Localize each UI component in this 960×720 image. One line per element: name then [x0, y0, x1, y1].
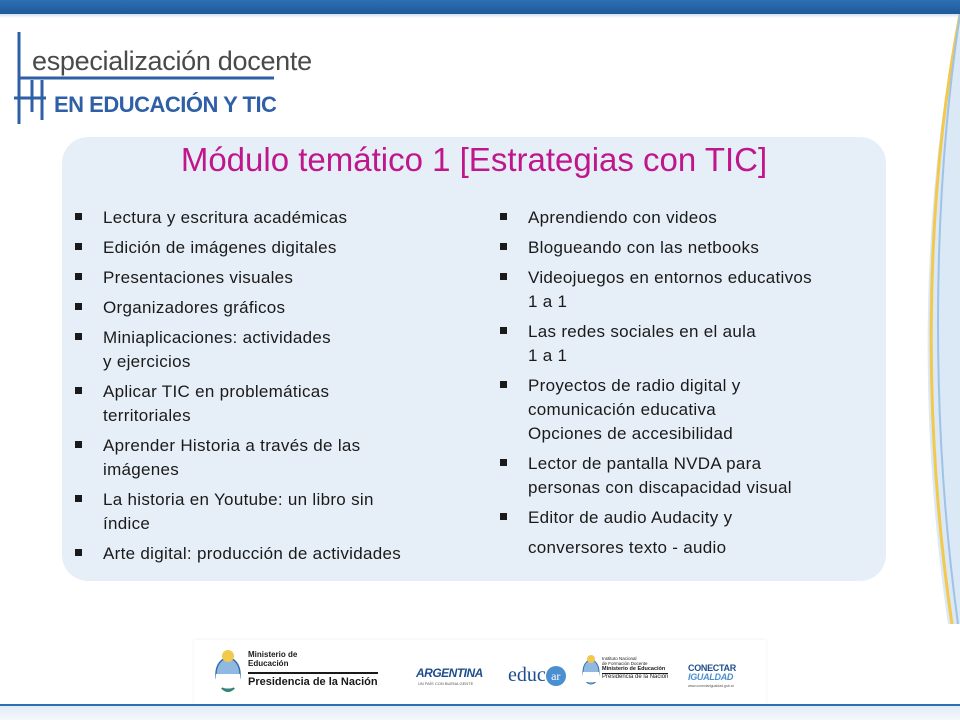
square-bullet-icon [75, 549, 82, 556]
footer-logos [194, 640, 766, 704]
infd-text: Instituto Nacional de Formación Docente Ministerio de Educación Presidencia de la Nación [602, 656, 669, 680]
logo-subtitle: EN EDUCACIÓN Y TIC [54, 92, 277, 117]
square-bullet-icon [500, 213, 507, 220]
top-bar-shine [0, 14, 960, 18]
right-topic-list [500, 206, 880, 566]
square-bullet-icon [500, 273, 507, 280]
list-item: Miniaplicaciones: actividades y ejercicios [75, 326, 485, 374]
bottom-rule [0, 704, 960, 720]
argentina-brand: ARGENTINA [416, 666, 483, 680]
square-bullet-icon [500, 459, 507, 466]
list-item: Proyectos de radio digital y comunicación educativa Opciones de accesibilidad [500, 374, 880, 446]
educar-logo: educ ar [508, 664, 566, 687]
square-bullet-icon [500, 243, 507, 250]
logo-title: especialización docente [32, 46, 312, 76]
list-item: Aprendiendo con videos [500, 206, 880, 230]
top-bar [0, 0, 960, 14]
argentina-coat-of-arms-icon [214, 648, 242, 694]
square-bullet-icon [75, 387, 82, 394]
conectar-igualdad-logo: CONECTAR IGUALDAD www.conectarigualdad.gob.ar [688, 663, 736, 688]
square-bullet-icon [500, 327, 507, 334]
list-item: La historia en Youtube: un libro sin índice [75, 488, 485, 536]
list-item: Blogueando con las netbooks [500, 236, 880, 260]
list-item: Aplicar TIC en problemáticas territoriales [75, 380, 485, 428]
square-bullet-icon [500, 381, 507, 388]
list-item: Aprender Historia a través de las imágenes [75, 434, 485, 482]
square-bullet-icon [75, 213, 82, 220]
list-item: Arte digital: producción de actividades [75, 542, 485, 566]
list-item: Lectura y escritura académicas [75, 206, 485, 230]
list-item: Editor de audio Audacity y conversores texto - audio [500, 506, 880, 560]
square-bullet-icon [500, 513, 507, 520]
square-bullet-icon [75, 495, 82, 502]
list-item: Videojuegos en entornos educativos 1 a 1 [500, 266, 880, 314]
infd-coat-of-arms-icon [582, 654, 600, 686]
presidencia-text: Presidencia de la Nación [248, 672, 378, 688]
square-bullet-icon [75, 303, 82, 310]
left-topic-list [75, 206, 485, 572]
especializacion-docente-logo [14, 28, 312, 128]
square-bullet-icon [75, 333, 82, 340]
square-bullet-icon [75, 273, 82, 280]
list-item: Presentaciones visuales [75, 266, 485, 290]
list-item: Lector de pantalla NVDA para personas con discapacidad visual [500, 452, 880, 500]
square-bullet-icon [75, 243, 82, 250]
list-item: Las redes sociales en el aula 1 a 1 [500, 320, 880, 368]
argentina-tagline: UN PAÍS CON BUENA GENTE [418, 681, 474, 686]
ministerio-text: Ministerio de Educación [248, 650, 298, 668]
square-bullet-icon [75, 441, 82, 448]
right-swoosh-decoration [900, 14, 960, 624]
list-item: Organizadores gráficos [75, 296, 485, 320]
module-title: Módulo temático 1 [Estrategias con TIC] [180, 141, 768, 178]
list-item: Edición de imágenes digitales [75, 236, 485, 260]
